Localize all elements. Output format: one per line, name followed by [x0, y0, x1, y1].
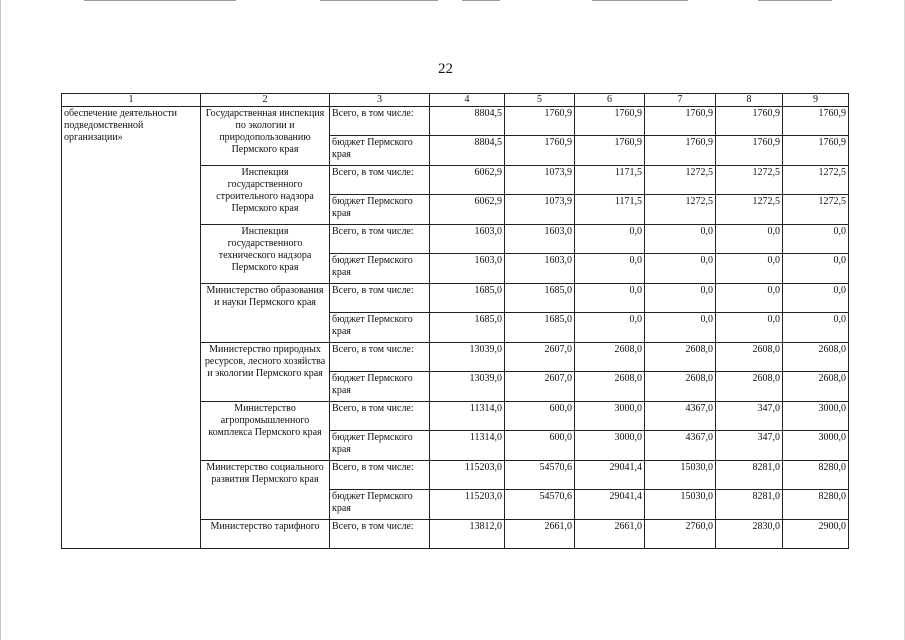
column-header: 5 [505, 94, 575, 107]
value-cell: 1685,0 [505, 284, 575, 313]
scan-edge-mark [758, 0, 832, 1]
value-cell: 347,0 [716, 402, 783, 431]
row-label-budget: бюджет Пермского края [330, 431, 430, 461]
value-cell: 600,0 [505, 402, 575, 431]
row-label-budget: бюджет Пермского края [330, 254, 430, 284]
value-cell: 1760,9 [716, 136, 783, 166]
row-label-total: Всего, в том числе: [330, 166, 430, 195]
value-cell: 1073,9 [505, 166, 575, 195]
value-cell: 1760,9 [783, 136, 849, 166]
row-label-budget: бюджет Пермского края [330, 372, 430, 402]
organization-name: Инспекция государственного строительного надзора Пермского края [216, 167, 314, 214]
value-cell: 11314,0 [430, 402, 505, 431]
value-cell: 2607,0 [505, 343, 575, 372]
organization-name: Министерство агропромышленного комплекса Пермского края [208, 403, 322, 438]
value-cell: 1685,0 [505, 313, 575, 343]
value-cell: 2608,0 [783, 343, 849, 372]
column-header: 2 [201, 94, 330, 107]
value-cell: 4367,0 [645, 431, 716, 461]
value-cell: 8281,0 [716, 461, 783, 490]
value-cell: 0,0 [783, 254, 849, 284]
organization-cell [201, 461, 330, 520]
value-cell: 1171,5 [575, 195, 645, 225]
scan-left-edge [0, 0, 1, 640]
organization-name: Министерство тарифного [210, 521, 320, 532]
row-label-total: Всего, в том числе: [330, 107, 430, 136]
row-label-total: Всего, в том числе: [330, 284, 430, 313]
organization-name: Министерство природных ресурсов, лесного хозяйства и экологии Пермского края [204, 344, 326, 379]
value-cell: 2608,0 [645, 343, 716, 372]
value-cell: 2661,0 [575, 520, 645, 549]
value-cell: 8804,5 [430, 107, 505, 136]
organization-cell [201, 343, 330, 402]
scan-edge-mark [84, 0, 236, 1]
value-cell: 8804,5 [430, 136, 505, 166]
organization-cell [201, 520, 330, 549]
value-cell: 1603,0 [430, 254, 505, 284]
value-cell: 0,0 [645, 284, 716, 313]
row-label-budget: бюджет Пермского края [330, 313, 430, 343]
value-cell: 0,0 [575, 284, 645, 313]
value-cell: 1603,0 [505, 225, 575, 254]
value-cell: 0,0 [716, 284, 783, 313]
value-cell: 3000,0 [575, 402, 645, 431]
column-header: 1 [62, 94, 201, 107]
organization-name: Министерство социального развития Пермского края [206, 462, 324, 485]
value-cell: 0,0 [716, 313, 783, 343]
value-cell: 0,0 [575, 225, 645, 254]
value-cell: 2608,0 [716, 343, 783, 372]
value-cell: 0,0 [783, 284, 849, 313]
value-cell: 1272,5 [645, 166, 716, 195]
value-cell: 15030,0 [645, 490, 716, 520]
value-cell: 0,0 [575, 254, 645, 284]
value-cell: 3000,0 [575, 431, 645, 461]
organization-cell [201, 225, 330, 284]
value-cell: 1272,5 [783, 195, 849, 225]
organization-name: Инспекция государственного технического надзора Пермского края [218, 226, 312, 273]
value-cell: 1685,0 [430, 284, 505, 313]
value-cell: 11314,0 [430, 431, 505, 461]
row-label-total: Всего, в том числе: [330, 402, 430, 431]
scan-edge-mark [462, 0, 500, 1]
value-cell: 1760,9 [505, 136, 575, 166]
value-cell: 1603,0 [505, 254, 575, 284]
value-cell: 2900,0 [783, 520, 849, 549]
organization-cell [201, 166, 330, 225]
row-label-total: Всего, в том числе: [330, 520, 430, 549]
row-label-total: Всего, в том числе: [330, 461, 430, 490]
row-label-budget: бюджет Пермского края [330, 195, 430, 225]
value-cell: 0,0 [645, 254, 716, 284]
value-cell: 600,0 [505, 431, 575, 461]
budget-table [61, 93, 849, 549]
column-header: 4 [430, 94, 505, 107]
value-cell: 0,0 [645, 313, 716, 343]
value-cell: 29041,4 [575, 461, 645, 490]
column-header: 9 [783, 94, 849, 107]
value-cell: 0,0 [783, 225, 849, 254]
organization-name: Государственная инспекция по экологии и природопользованию Пермского края [205, 108, 325, 155]
value-cell: 6062,9 [430, 166, 505, 195]
value-cell: 1760,9 [645, 107, 716, 136]
value-cell: 0,0 [716, 225, 783, 254]
value-cell: 1760,9 [505, 107, 575, 136]
value-cell: 1760,9 [575, 107, 645, 136]
organization-cell [201, 284, 330, 343]
value-cell: 2661,0 [505, 520, 575, 549]
value-cell: 115203,0 [430, 461, 505, 490]
value-cell: 8280,0 [783, 461, 849, 490]
value-cell: 29041,4 [575, 490, 645, 520]
column-header: 3 [330, 94, 430, 107]
column-header: 6 [575, 94, 645, 107]
value-cell: 13039,0 [430, 343, 505, 372]
value-cell: 2608,0 [783, 372, 849, 402]
scan-edge-mark [592, 0, 688, 1]
value-cell: 2830,0 [716, 520, 783, 549]
value-cell: 0,0 [716, 254, 783, 284]
row-label-total: Всего, в том числе: [330, 343, 430, 372]
value-cell: 15030,0 [645, 461, 716, 490]
value-cell: 1760,9 [716, 107, 783, 136]
row-label-budget: бюджет Пермского края [330, 136, 430, 166]
value-cell: 6062,9 [430, 195, 505, 225]
value-cell: 1073,9 [505, 195, 575, 225]
value-cell: 1272,5 [716, 195, 783, 225]
page-number: 22 [438, 61, 453, 77]
value-cell: 8280,0 [783, 490, 849, 520]
value-cell: 1272,5 [645, 195, 716, 225]
value-cell: 0,0 [783, 313, 849, 343]
value-cell: 3000,0 [783, 431, 849, 461]
value-cell: 1272,5 [716, 166, 783, 195]
value-cell: 347,0 [716, 431, 783, 461]
value-cell: 8281,0 [716, 490, 783, 520]
value-cell: 115203,0 [430, 490, 505, 520]
value-cell: 2608,0 [645, 372, 716, 402]
value-cell: 0,0 [575, 313, 645, 343]
table-row [62, 107, 849, 136]
column-header: 8 [716, 94, 783, 107]
value-cell: 2607,0 [505, 372, 575, 402]
row-label-budget: бюджет Пермского края [330, 490, 430, 520]
value-cell: 1760,9 [783, 107, 849, 136]
value-cell: 1685,0 [430, 313, 505, 343]
value-cell: 1171,5 [575, 166, 645, 195]
value-cell: 1760,9 [645, 136, 716, 166]
value-cell: 1760,9 [575, 136, 645, 166]
organization-name: Министерство образования и науки Пермского края [206, 285, 324, 308]
value-cell: 4367,0 [645, 402, 716, 431]
value-cell: 2608,0 [575, 372, 645, 402]
scan-edge-mark [320, 0, 438, 1]
value-cell: 2608,0 [575, 343, 645, 372]
value-cell: 0,0 [645, 225, 716, 254]
table-body [62, 94, 849, 549]
value-cell: 13039,0 [430, 372, 505, 402]
value-cell: 2760,0 [645, 520, 716, 549]
value-cell: 54570,6 [505, 461, 575, 490]
value-cell: 1603,0 [430, 225, 505, 254]
organization-cell [201, 107, 330, 166]
header-row [62, 94, 849, 107]
value-cell: 3000,0 [783, 402, 849, 431]
value-cell: 54570,6 [505, 490, 575, 520]
organization-cell [201, 402, 330, 461]
column-header: 7 [645, 94, 716, 107]
value-cell: 1272,5 [783, 166, 849, 195]
value-cell: 2608,0 [716, 372, 783, 402]
purpose-cell: обеспечение деятельности подведомственной организации» [62, 107, 201, 549]
value-cell: 13812,0 [430, 520, 505, 549]
row-label-total: Всего, в том числе: [330, 225, 430, 254]
